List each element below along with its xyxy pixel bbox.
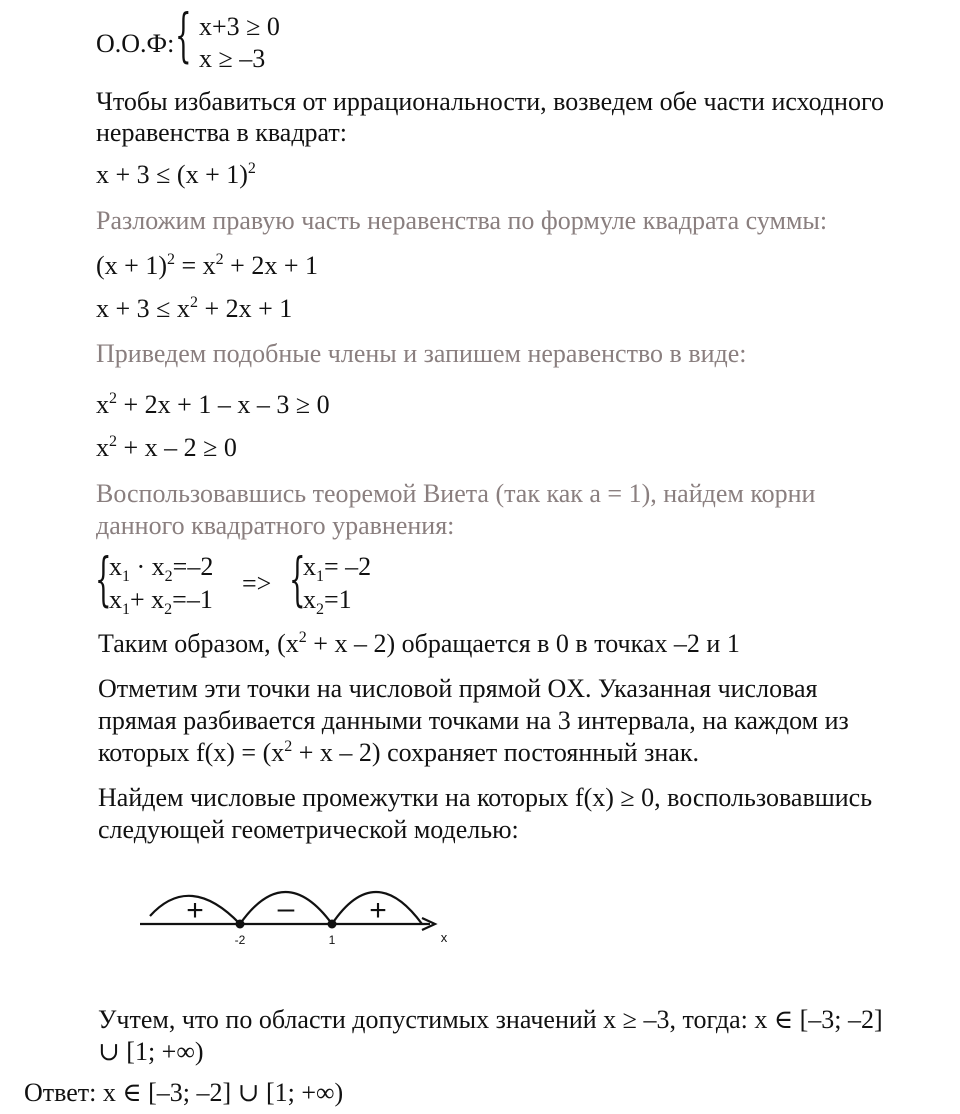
paragraph-8-line-1: Учтем, что по области допустимых значений x ≥ –3, тогда: x ∈ [–3; –2] [98,1005,883,1034]
system-brace: { [175,1,192,69]
odz-line-2: x ≥ –3 [199,44,266,73]
equation-2: $(x + 1)^2 = x^2 + 2x + 1$ [96,251,318,280]
paragraph-6-line-3: которых $f(x) = (x^2 + x - 2)$ сохраняет постоянный знак. [98,738,699,767]
paragraph-4-line-2: данного квадратного уравнения: [96,511,455,540]
odz-line-1: x+3 ≥ 0 [199,12,280,41]
equation-1: $x + 3 \le (x + 1)^2$ [96,160,256,189]
paragraph-8-line-2: ∪ [1; +∞) [98,1037,204,1066]
point-1 [328,920,337,929]
equation-4: $x^2 + 2x + 1 - x - 3 \ge 0$ [96,390,330,419]
vieta-right-brace: { [289,545,306,613]
sign-plus-left: + [186,894,204,927]
vieta-left-line-1: $x_1 \cdot x_2=-2$ [109,552,214,585]
equation-3: $x + 3 \le x^2 + 2x + 1$ [96,294,293,323]
paragraph-1-line-2: неравенства в квадрат: [96,118,348,147]
odz-label: О.О.Ф: [96,29,175,58]
number-line-diagram [130,880,470,960]
vieta-right-line-2: $x_2=1$ [303,585,352,618]
vieta-right-line-1: $x_1= -2$ [303,552,372,585]
paragraph-6-line-2: прямая разбивается данными точками на 3 интервала, на каждом из [98,706,849,735]
paragraph-6-line-1: Отметим эти точки на числовой прямой OX. Указанная числовая [98,674,818,703]
implication-arrow: => [242,569,272,598]
point-label-minus-2: -2 [234,933,246,947]
point-label-1: 1 [328,933,336,947]
sign-minus: – [277,892,295,925]
paragraph-4-line-1: Воспользовавшись теоремой Виета (так как а = 1), найдем корни [96,479,816,508]
answer-line: Ответ: x ∈ [–3; –2] ∪ [1; +∞) [24,1078,344,1107]
paragraph-7-line-1: Найдем числовые промежутки на которых f(x) ≥ 0, воспользовавшись [98,783,873,812]
vieta-left-brace: { [95,545,112,613]
paragraph-2: Разложим правую часть неравенства по формуле квадрата суммы: [96,206,828,235]
paragraph-5: Таким образом, $(x^2 + x - 2)$ обращается в 0 в точках –2 и 1 [98,629,740,658]
point-minus-2 [236,920,245,929]
paragraph-3: Приведем подобные члены и запишем неравенство в виде: [96,339,747,368]
vieta-left-line-2: $x_1+ x_2=-1$ [109,585,213,618]
equation-5: $x^2 + x - 2 \ge 0$ [96,433,237,462]
paragraph-1-line-1: Чтобы избавиться от иррациональности, возведем обе части исходного [96,87,884,116]
axis-label-x: x [440,930,448,945]
sign-plus-right: + [369,894,387,927]
paragraph-7-line-2: следующей геометрической моделью: [98,815,519,844]
